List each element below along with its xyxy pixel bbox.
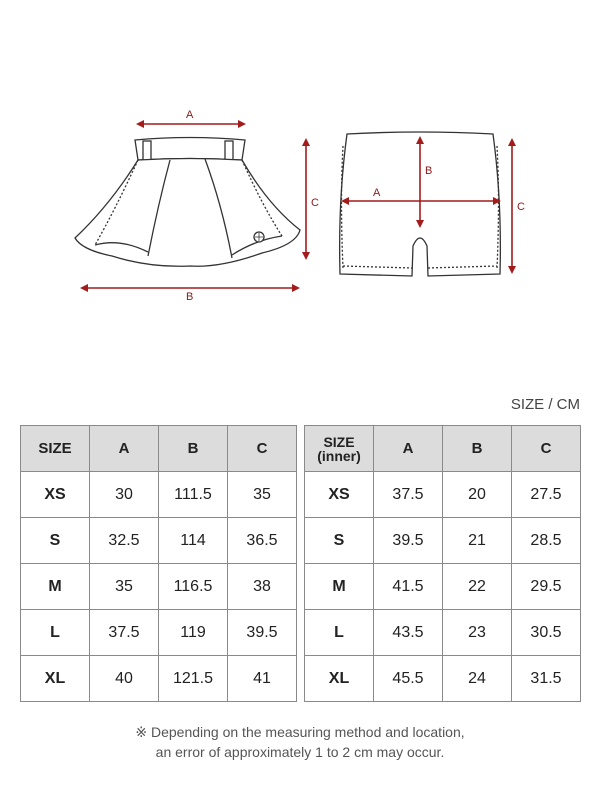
note-line-2: an error of approximately 1 to 2 cm may occur. <box>155 744 445 760</box>
shorts-label-c: C <box>517 201 525 213</box>
skirt-size-table <box>20 425 297 702</box>
skirt-label-c: C <box>311 197 319 209</box>
header-c: C <box>228 426 297 472</box>
value-cell: 27.5 <box>512 472 581 518</box>
size-cell: L <box>305 610 374 656</box>
skirt-label-a: A <box>186 109 194 121</box>
header-size-inner <box>305 426 374 472</box>
value-cell: 114 <box>159 518 228 564</box>
value-cell: 35 <box>90 564 159 610</box>
value-cell: 41.5 <box>374 564 443 610</box>
value-cell: 30 <box>90 472 159 518</box>
unit-label: SIZE / CM <box>510 396 580 413</box>
value-cell: 116.5 <box>159 564 228 610</box>
table-row <box>21 472 297 518</box>
size-cell: M <box>305 564 374 610</box>
shorts-label-a: A <box>373 187 381 199</box>
value-cell: 23 <box>443 610 512 656</box>
value-cell: 29.5 <box>512 564 581 610</box>
value-cell: 37.5 <box>374 472 443 518</box>
value-cell: 24 <box>443 656 512 702</box>
note-line-1: ※ Depending on the measuring method and location, <box>135 724 465 740</box>
inner-size-table <box>304 425 581 702</box>
value-cell: 37.5 <box>90 610 159 656</box>
value-cell: 22 <box>443 564 512 610</box>
table-header-row <box>305 426 581 472</box>
table-row <box>21 518 297 564</box>
size-cell: XS <box>21 472 90 518</box>
table-header-row <box>21 426 297 472</box>
value-cell: 31.5 <box>512 656 581 702</box>
header-size: SIZE <box>21 426 90 472</box>
value-cell: 21 <box>443 518 512 564</box>
table-row <box>305 472 581 518</box>
table-row <box>305 610 581 656</box>
value-cell: 121.5 <box>159 656 228 702</box>
size-cell: S <box>21 518 90 564</box>
value-cell: 119 <box>159 610 228 656</box>
value-cell: 36.5 <box>228 518 297 564</box>
value-cell: 41 <box>228 656 297 702</box>
value-cell: 20 <box>443 472 512 518</box>
value-cell: 38 <box>228 564 297 610</box>
header-size-sub: (inner) <box>317 447 361 464</box>
size-cell: XL <box>21 656 90 702</box>
measurement-note <box>0 722 600 762</box>
value-cell: 40 <box>90 656 159 702</box>
size-cell: S <box>305 518 374 564</box>
header-size-label: SIZE <box>323 433 355 450</box>
value-cell: 35 <box>228 472 297 518</box>
value-cell: 43.5 <box>374 610 443 656</box>
value-cell: 28.5 <box>512 518 581 564</box>
value-cell: 111.5 <box>159 472 228 518</box>
value-cell: 32.5 <box>90 518 159 564</box>
value-cell: 39.5 <box>374 518 443 564</box>
header-a: A <box>90 426 159 472</box>
header-c: C <box>512 426 581 472</box>
size-cell: M <box>21 564 90 610</box>
measurement-diagram <box>0 0 600 360</box>
table-row <box>305 656 581 702</box>
table-row <box>305 564 581 610</box>
size-cell: XS <box>305 472 374 518</box>
size-cell: L <box>21 610 90 656</box>
table-row <box>21 610 297 656</box>
skirt-illustration <box>75 138 300 267</box>
value-cell: 45.5 <box>374 656 443 702</box>
header-a: A <box>374 426 443 472</box>
shorts-label-b: B <box>425 165 433 177</box>
table-row <box>21 564 297 610</box>
table-row <box>305 518 581 564</box>
skirt-label-b: B <box>186 291 194 303</box>
header-b: B <box>443 426 512 472</box>
value-cell: 39.5 <box>228 610 297 656</box>
header-b: B <box>159 426 228 472</box>
value-cell: 30.5 <box>512 610 581 656</box>
size-cell: XL <box>305 656 374 702</box>
table-row <box>21 656 297 702</box>
